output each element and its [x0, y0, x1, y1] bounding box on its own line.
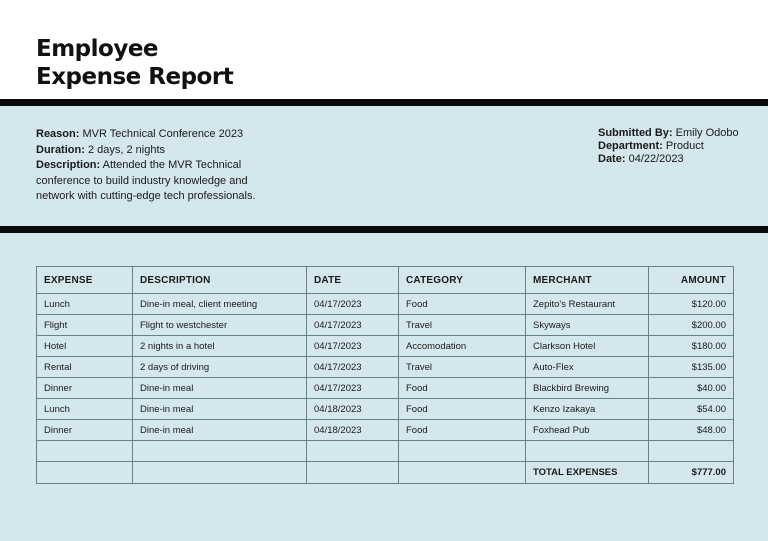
column-header: DESCRIPTION	[133, 267, 307, 294]
table-row	[37, 420, 734, 441]
description-cell: 2 nights in a hotel	[133, 336, 307, 357]
total-expenses-label: TOTAL EXPENSES	[526, 462, 649, 484]
category-cell	[399, 441, 526, 462]
merchant-cell: Skyways	[526, 315, 649, 336]
table-row	[37, 315, 734, 336]
table-row	[37, 294, 734, 315]
category-cell: Travel	[399, 315, 526, 336]
trip-details	[36, 127, 276, 205]
total-row	[37, 462, 734, 484]
middle-divider	[0, 226, 768, 233]
category-cell: Accomodation	[399, 336, 526, 357]
duration-line	[36, 143, 276, 159]
date-cell: 04/17/2023	[307, 378, 399, 399]
date-label: Date:	[598, 153, 626, 165]
department-line	[598, 140, 758, 153]
date-cell: 04/17/2023	[307, 315, 399, 336]
expense-cell: Flight	[37, 315, 133, 336]
expense-cell: Lunch	[37, 294, 133, 315]
submitted-by-line	[598, 127, 758, 140]
merchant-cell: Kenzo Izakaya	[526, 399, 649, 420]
report-header	[0, 0, 768, 99]
category-cell: Food	[399, 420, 526, 441]
expense-cell: Dinner	[37, 378, 133, 399]
submitted-by-label: Submitted By:	[598, 127, 673, 139]
category-cell: Food	[399, 399, 526, 420]
merchant-cell: Zepito's Restaurant	[526, 294, 649, 315]
date-cell: 04/17/2023	[307, 357, 399, 378]
date-cell: 04/18/2023	[307, 420, 399, 441]
table-row	[37, 336, 734, 357]
table-row	[37, 357, 734, 378]
amount-cell: $200.00	[649, 315, 734, 336]
department-label: Department:	[598, 140, 663, 152]
merchant-cell: Auto-Flex	[526, 357, 649, 378]
description-cell: Dine-in meal	[133, 378, 307, 399]
reason-value: MVR Technical Conference 2023	[82, 128, 244, 140]
description-cell	[133, 441, 307, 462]
expense-cell: Lunch	[37, 399, 133, 420]
empty-cell	[307, 462, 399, 484]
table-row	[37, 378, 734, 399]
expense-cell: Rental	[37, 357, 133, 378]
submission-details	[598, 127, 758, 166]
empty-cell	[37, 462, 133, 484]
title-line-2: Expense Report	[36, 64, 234, 90]
expense-cell	[37, 441, 133, 462]
description-cell: Flight to westchester	[133, 315, 307, 336]
page-title	[36, 35, 233, 91]
submitted-by-value: Emily Odobo	[675, 127, 739, 139]
date-cell: 04/17/2023	[307, 336, 399, 357]
column-header: EXPENSE	[37, 267, 133, 294]
table-header-row	[37, 267, 734, 294]
description-cell: Dine-in meal, client meeting	[133, 294, 307, 315]
merchant-cell: Blackbird Brewing	[526, 378, 649, 399]
column-header: CATEGORY	[399, 267, 526, 294]
date-cell	[307, 441, 399, 462]
description-cell: 2 days of driving	[133, 357, 307, 378]
column-header: MERCHANT	[526, 267, 649, 294]
expense-cell: Dinner	[37, 420, 133, 441]
amount-cell: $54.00	[649, 399, 734, 420]
date-cell: 04/18/2023	[307, 399, 399, 420]
category-cell: Food	[399, 294, 526, 315]
top-divider	[0, 99, 768, 106]
duration-value: 2 days, 2 nights	[87, 143, 166, 156]
description-line	[36, 158, 276, 205]
description-cell: Dine-in meal	[133, 399, 307, 420]
merchant-cell: Clarkson Hotel	[526, 336, 649, 357]
column-header: AMOUNT	[649, 267, 734, 294]
category-cell: Food	[399, 378, 526, 399]
reason-line	[36, 127, 276, 143]
amount-cell: $135.00	[649, 357, 734, 378]
date-cell: 04/17/2023	[307, 294, 399, 315]
amount-cell	[649, 441, 734, 462]
column-header: DATE	[307, 267, 399, 294]
empty-cell	[399, 462, 526, 484]
merchant-cell: Foxhead Pub	[526, 420, 649, 441]
duration-label: Duration:	[36, 143, 85, 156]
table-row	[37, 399, 734, 420]
category-cell: Travel	[399, 357, 526, 378]
amount-cell: $48.00	[649, 420, 734, 441]
merchant-cell	[526, 441, 649, 462]
title-line-1: Employee	[36, 36, 159, 62]
date-line	[598, 153, 758, 166]
description-cell: Dine-in meal	[133, 420, 307, 441]
description-label: Description:	[36, 159, 101, 171]
reason-label: Reason:	[36, 128, 80, 140]
description-value: Attended the MVR Technical conference to build industry knowledge and network with cutting-edge tech professionals.	[36, 159, 256, 202]
expense-cell: Hotel	[37, 336, 133, 357]
amount-cell: $40.00	[649, 378, 734, 399]
total-expenses-value: $777.00	[649, 462, 734, 484]
date-value: 04/22/2023	[628, 153, 684, 165]
report-info-section	[0, 106, 768, 226]
table-row-empty	[37, 441, 734, 462]
amount-cell: $180.00	[649, 336, 734, 357]
department-value: Product	[665, 140, 704, 152]
amount-cell: $120.00	[649, 294, 734, 315]
expense-table	[36, 266, 734, 484]
empty-cell	[133, 462, 307, 484]
